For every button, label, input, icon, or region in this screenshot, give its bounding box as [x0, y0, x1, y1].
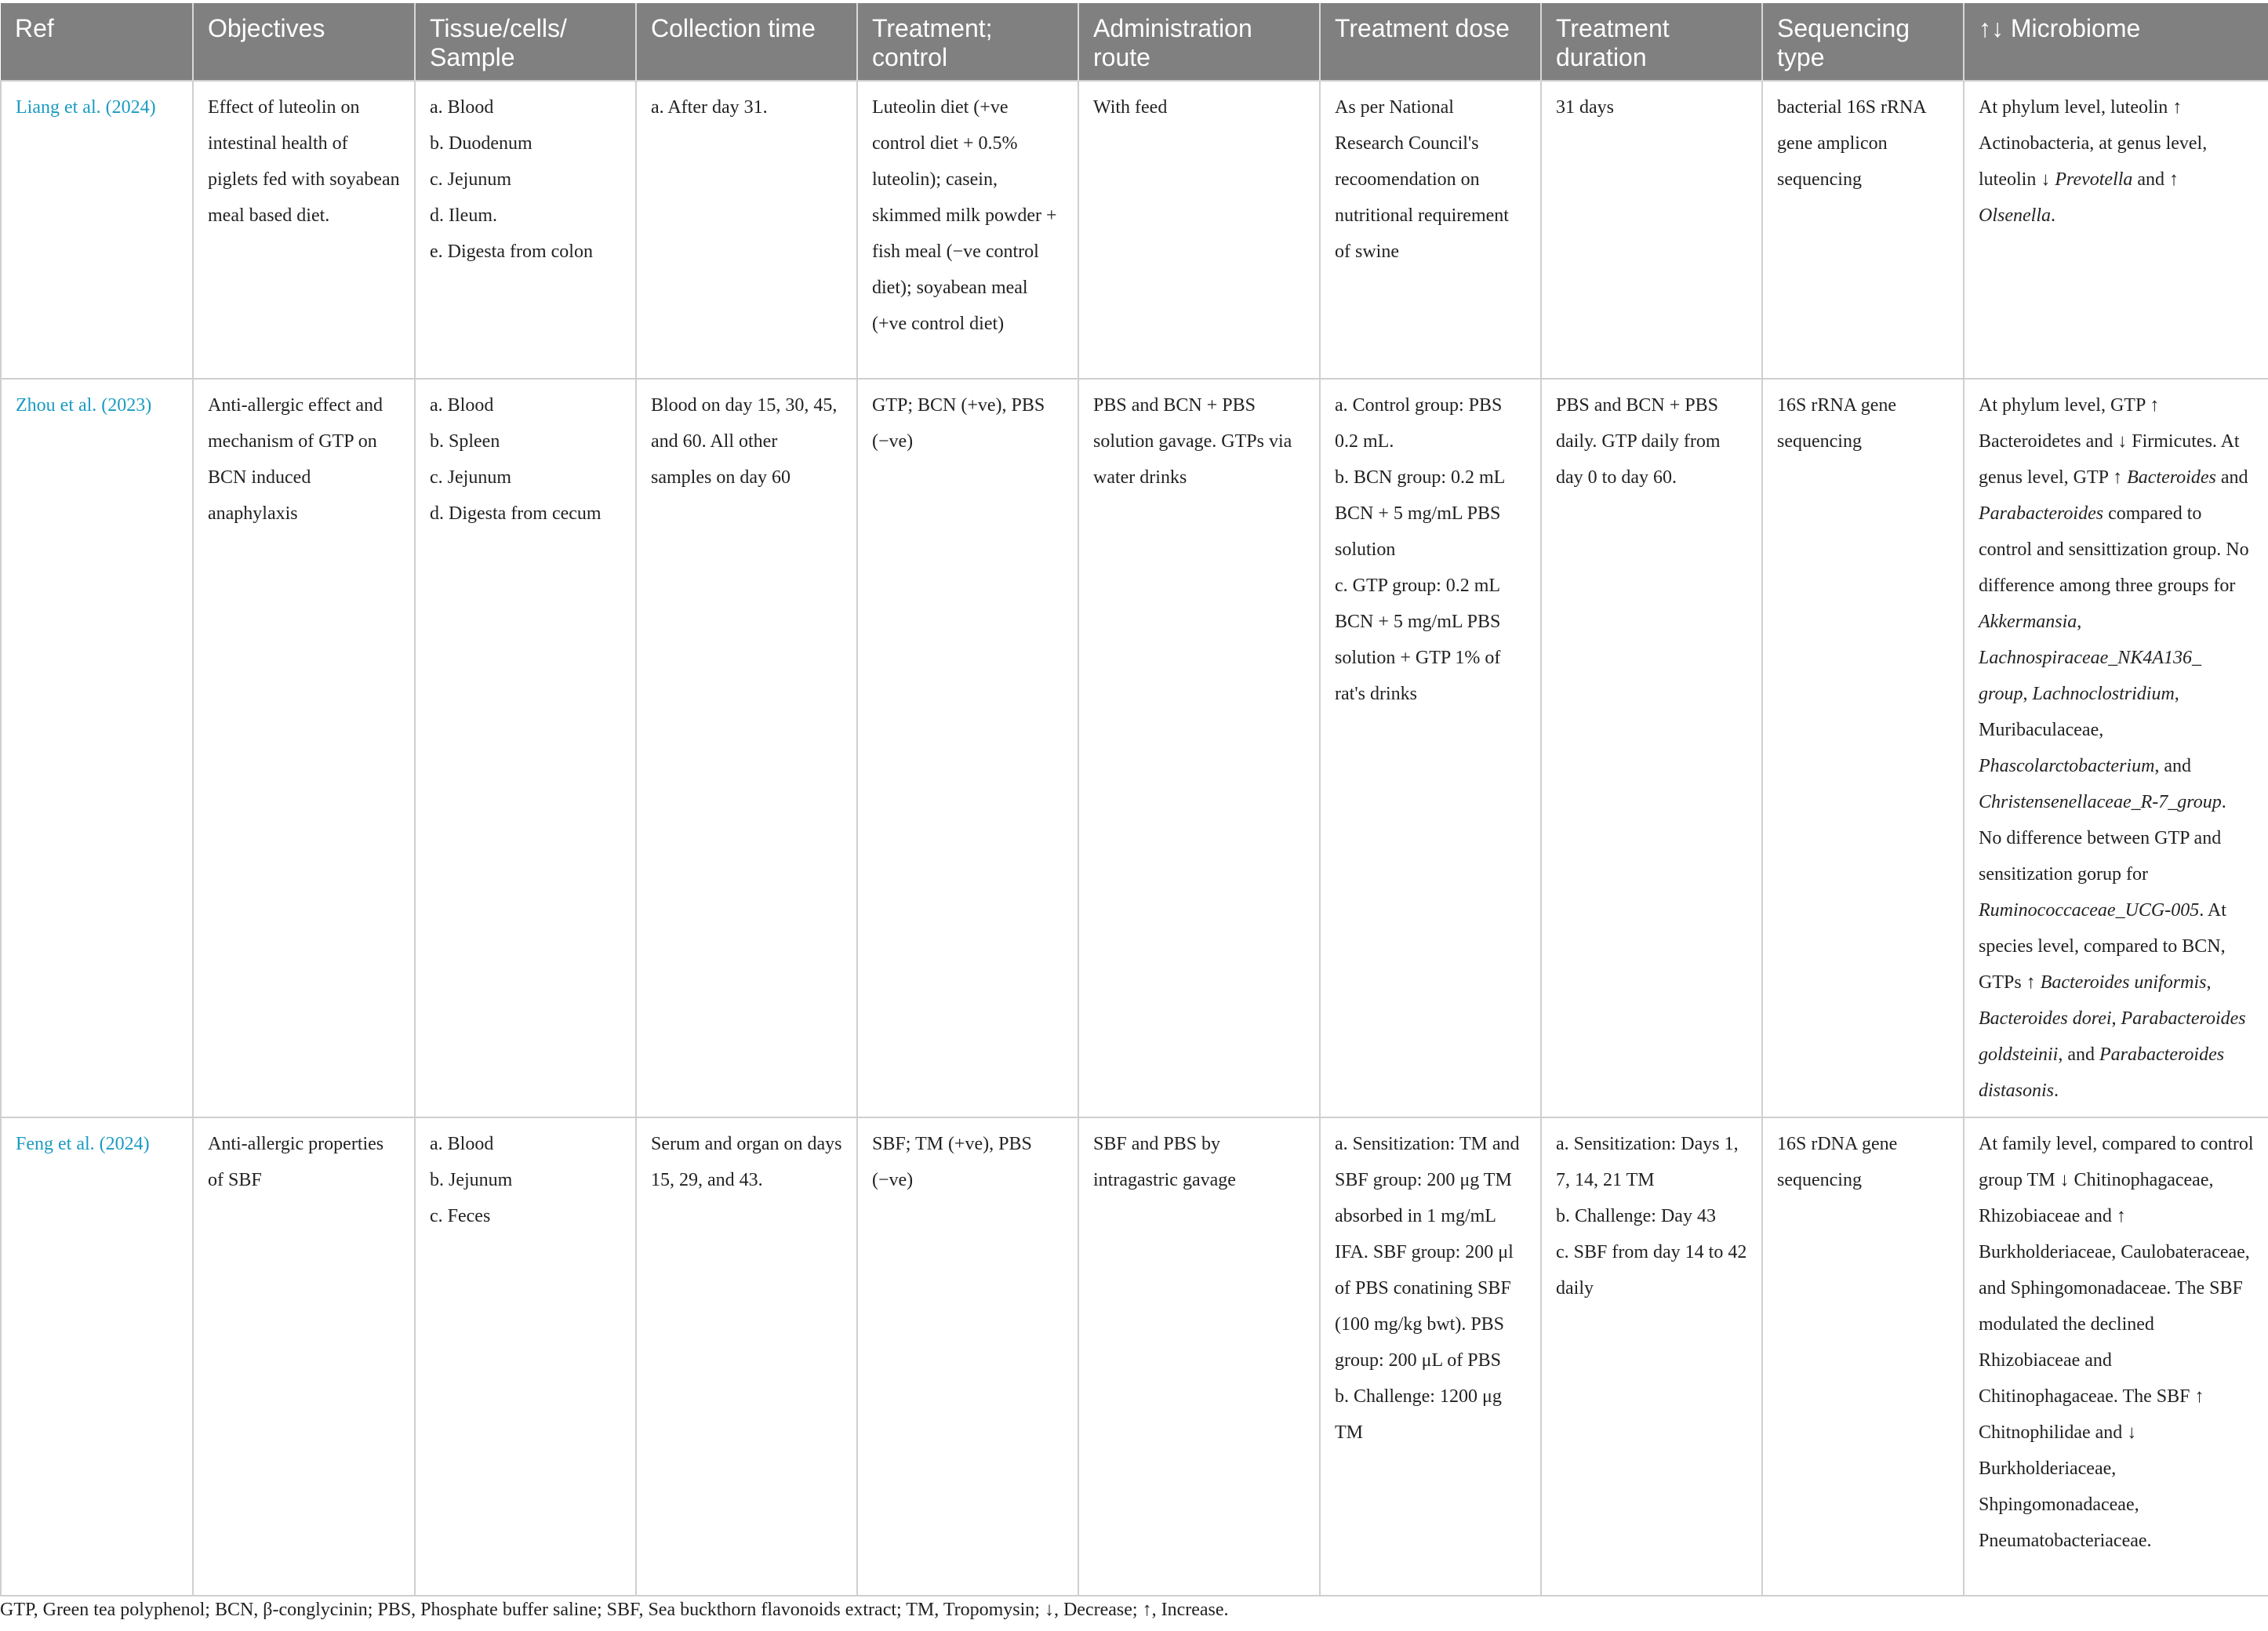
taxon-name: Lachnospiraceae_NK4A136_ group: [1979, 648, 2201, 704]
taxon-name: Parabacteroides: [1979, 503, 2104, 524]
taxon-name: Lachnoclostridium: [2032, 684, 2175, 704]
microbiome-text: ,: [2023, 684, 2033, 704]
sequencing-cell: 16S rDNA gene sequencing: [1762, 1117, 1964, 1596]
microbiome-text: , Muribaculaceae,: [1979, 684, 2179, 740]
dose-item: b. BCN group: 0.2 mL BCN + 5 mg/mL PBS solution: [1335, 467, 1505, 560]
header-sample: Tissue/cells/ Sample: [415, 3, 636, 81]
route-cell: PBS and BCN + PBS solution gavage. GTPs via water drinks: [1078, 379, 1320, 1117]
microbiome-cell: [1964, 81, 2268, 379]
sample-item: c. Feces: [430, 1206, 491, 1226]
duration-item: PBS and BCN + PBS daily. GTP daily from day 0 to day 60.: [1556, 395, 1721, 488]
sample-item: c. Jejunum: [430, 169, 511, 190]
taxon-name: Akkermansia: [1979, 612, 2077, 632]
microbiome-text: At phylum level, luteolin ↑ Actinobacteria, at genus level, luteolin ↓: [1979, 97, 2208, 190]
ref-link[interactable]: Liang et al. (2024): [1, 81, 193, 379]
header-ref: Ref: [1, 3, 193, 81]
table-row: [1, 379, 2268, 1117]
sample-cell: [415, 1117, 636, 1596]
sample-item: b. Spleen: [430, 431, 500, 452]
duration-item: c. SBF from day 14 to 42 daily: [1556, 1242, 1747, 1299]
microbiome-text: .: [2050, 205, 2055, 226]
treatment-cell: GTP; BCN (+ve), PBS (−ve): [857, 379, 1078, 1117]
taxon-name: Prevotella: [2055, 169, 2133, 190]
header-objectives: Objectives: [193, 3, 415, 81]
taxon-name: Bacteroides: [2127, 467, 2216, 488]
route-cell: SBF and PBS by intragastric gavage: [1078, 1117, 1320, 1596]
microbiome-text: . At species level, compared to BCN, GTPs ↑: [1979, 900, 2226, 993]
taxon-name: Bacteroides dorei: [1979, 1008, 2112, 1029]
ref-link[interactable]: Zhou et al. (2023): [1, 379, 193, 1117]
sample-item: d. Digesta from cecum: [430, 503, 602, 524]
header-collection-time: Collection time: [636, 3, 857, 81]
sample-item: b. Jejunum: [430, 1170, 513, 1190]
duration-item: a. Sensitization: Days 1, 7, 14, 21 TM: [1556, 1134, 1739, 1190]
ref-link[interactable]: Feng et al. (2024): [1, 1117, 193, 1596]
header-treatment: Treatment; control: [857, 3, 1078, 81]
header-duration: Treatment duration: [1541, 3, 1762, 81]
taxon-name: Christensenellaceae_R-7_group: [1979, 792, 2222, 812]
collection-cell: Serum and organ on days 15, 29, and 43.: [636, 1117, 857, 1596]
dose-item: b. Challenge: 1200 μg TM: [1335, 1386, 1502, 1443]
header-microbiome: ↑↓ Microbiome: [1964, 3, 2268, 81]
sample-cell: [415, 81, 636, 379]
sample-item: a. Blood: [430, 1134, 494, 1154]
studies-table: [0, 3, 2268, 1596]
dose-item: a. Sensitization: TM and SBF group: 200 μg TM absorbed in 1 mg/mL IFA. SBF group: 200 μl of PBS conatining SBF (100 mg/kg bwt). PBS group: 200 μL of PBS: [1335, 1134, 1520, 1371]
microbiome-text: At phylum level, GTP ↑ Bacteroidetes and ↓ Firmicutes. At genus level, GTP ↑: [1979, 395, 2240, 488]
microbiome-text: . No difference between GTP and sensitization gorup for: [1979, 792, 2226, 885]
dose-item: As per National Research Council's recoomendation on nutritional requirement of swine: [1335, 97, 1509, 262]
duration-item: b. Challenge: Day 43: [1556, 1206, 1716, 1226]
treatment-cell: Luteolin diet (+ve control diet + 0.5% luteolin); casein, skimmed milk powder + fish meal (−ve control diet); soyabean meal (+ve control diet): [857, 81, 1078, 379]
microbiome-text: and: [2215, 467, 2248, 488]
sequencing-cell: 16S rRNA gene sequencing: [1762, 379, 1964, 1117]
taxon-name: Parabacteroides distasonis: [1979, 1044, 2225, 1101]
table-row: [1, 1117, 2268, 1596]
microbiome-text: compared to control and sensittization group. No difference among three groups for: [1979, 503, 2249, 596]
objectives-cell: Anti-allergic properties of SBF: [193, 1117, 415, 1596]
sample-item: a. Blood: [430, 395, 494, 416]
microbiome-text: , and: [2154, 756, 2192, 776]
sequencing-cell: bacterial 16S rRNA gene amplicon sequencing: [1762, 81, 1964, 379]
sample-item: d. Ileum.: [430, 205, 497, 226]
taxon-name: Olsenella: [1979, 205, 2051, 226]
duration-item: 31 days: [1556, 97, 1614, 118]
table-row: [1, 81, 2268, 379]
header-dose: Treatment dose: [1320, 3, 1541, 81]
sample-item: b. Duodenum: [430, 133, 532, 154]
duration-cell: [1541, 81, 1762, 379]
table-footnote: GTP, Green tea polyphenol; BCN, β-conglycinin; PBS, Phosphate buffer saline; SBF, Sea buckthorn flavonoids extract; TM, Tropomysin; ↓, Decrease; ↑, Increase.: [0, 1600, 1229, 1620]
microbiome-text: .: [2054, 1081, 2059, 1101]
microbiome-text: and ↑: [2132, 169, 2179, 190]
microbiome-cell: [1964, 379, 2268, 1117]
taxon-name: Phascolarctobacterium: [1979, 756, 2155, 776]
microbiome-text: ,: [2206, 972, 2212, 993]
dose-item: a. Control group: PBS 0.2 mL.: [1335, 395, 1503, 452]
header-row: [1, 3, 2268, 81]
taxon-name: Ruminococcaceae_UCG-005: [1979, 900, 2200, 921]
dose-item: c. GTP group: 0.2 mL BCN + 5 mg/mL PBS solution + GTP 1% of rat's drinks: [1335, 576, 1501, 704]
route-cell: With feed: [1078, 81, 1320, 379]
taxon-name: Parabacteroides goldsteinii: [1979, 1008, 2246, 1065]
duration-cell: [1541, 1117, 1762, 1596]
objectives-cell: Anti-allergic effect and mechanism of GTP on BCN induced anaphylaxis: [193, 379, 415, 1117]
objectives-cell: Effect of luteolin on intestinal health of piglets fed with soyabean meal based diet.: [193, 81, 415, 379]
microbiome-cell: [1964, 1117, 2268, 1596]
dose-cell: [1320, 81, 1541, 379]
microbiome-text: , and: [2058, 1044, 2099, 1065]
microbiome-text: At family level, compared to control group TM ↓ Chitinophagaceae, Rhizobiaceae and ↑ Burkholderiaceae, Caulobateraceae, and Sphingomonadaceae. The SBF modulated the declined Rhizobiaceae and Chitinophagaceae. The SBF ↑ Chitnophilidae and ↓ Burkholderiaceae, Shpingomonadaceae, Pneumatobacteriaceae.: [1979, 1134, 2254, 1551]
sample-cell: [415, 379, 636, 1117]
microbiome-text: ,: [2111, 1008, 2121, 1029]
taxon-name: Bacteroides uniformis: [2040, 972, 2207, 993]
treatment-cell: SBF; TM (+ve), PBS (−ve): [857, 1117, 1078, 1596]
sample-item: c. Jejunum: [430, 467, 511, 488]
dose-cell: [1320, 1117, 1541, 1596]
sample-item: a. Blood: [430, 97, 494, 118]
microbiome-text: ,: [2077, 612, 2082, 632]
header-route: Administration route: [1078, 3, 1320, 81]
duration-cell: [1541, 379, 1762, 1117]
sample-item: e. Digesta from colon: [430, 242, 593, 262]
dose-cell: [1320, 379, 1541, 1117]
collection-cell: Blood on day 15, 30, 45, and 60. All other samples on day 60: [636, 379, 857, 1117]
header-sequencing: Sequencing type: [1762, 3, 1964, 81]
collection-cell: a. After day 31.: [636, 81, 857, 379]
